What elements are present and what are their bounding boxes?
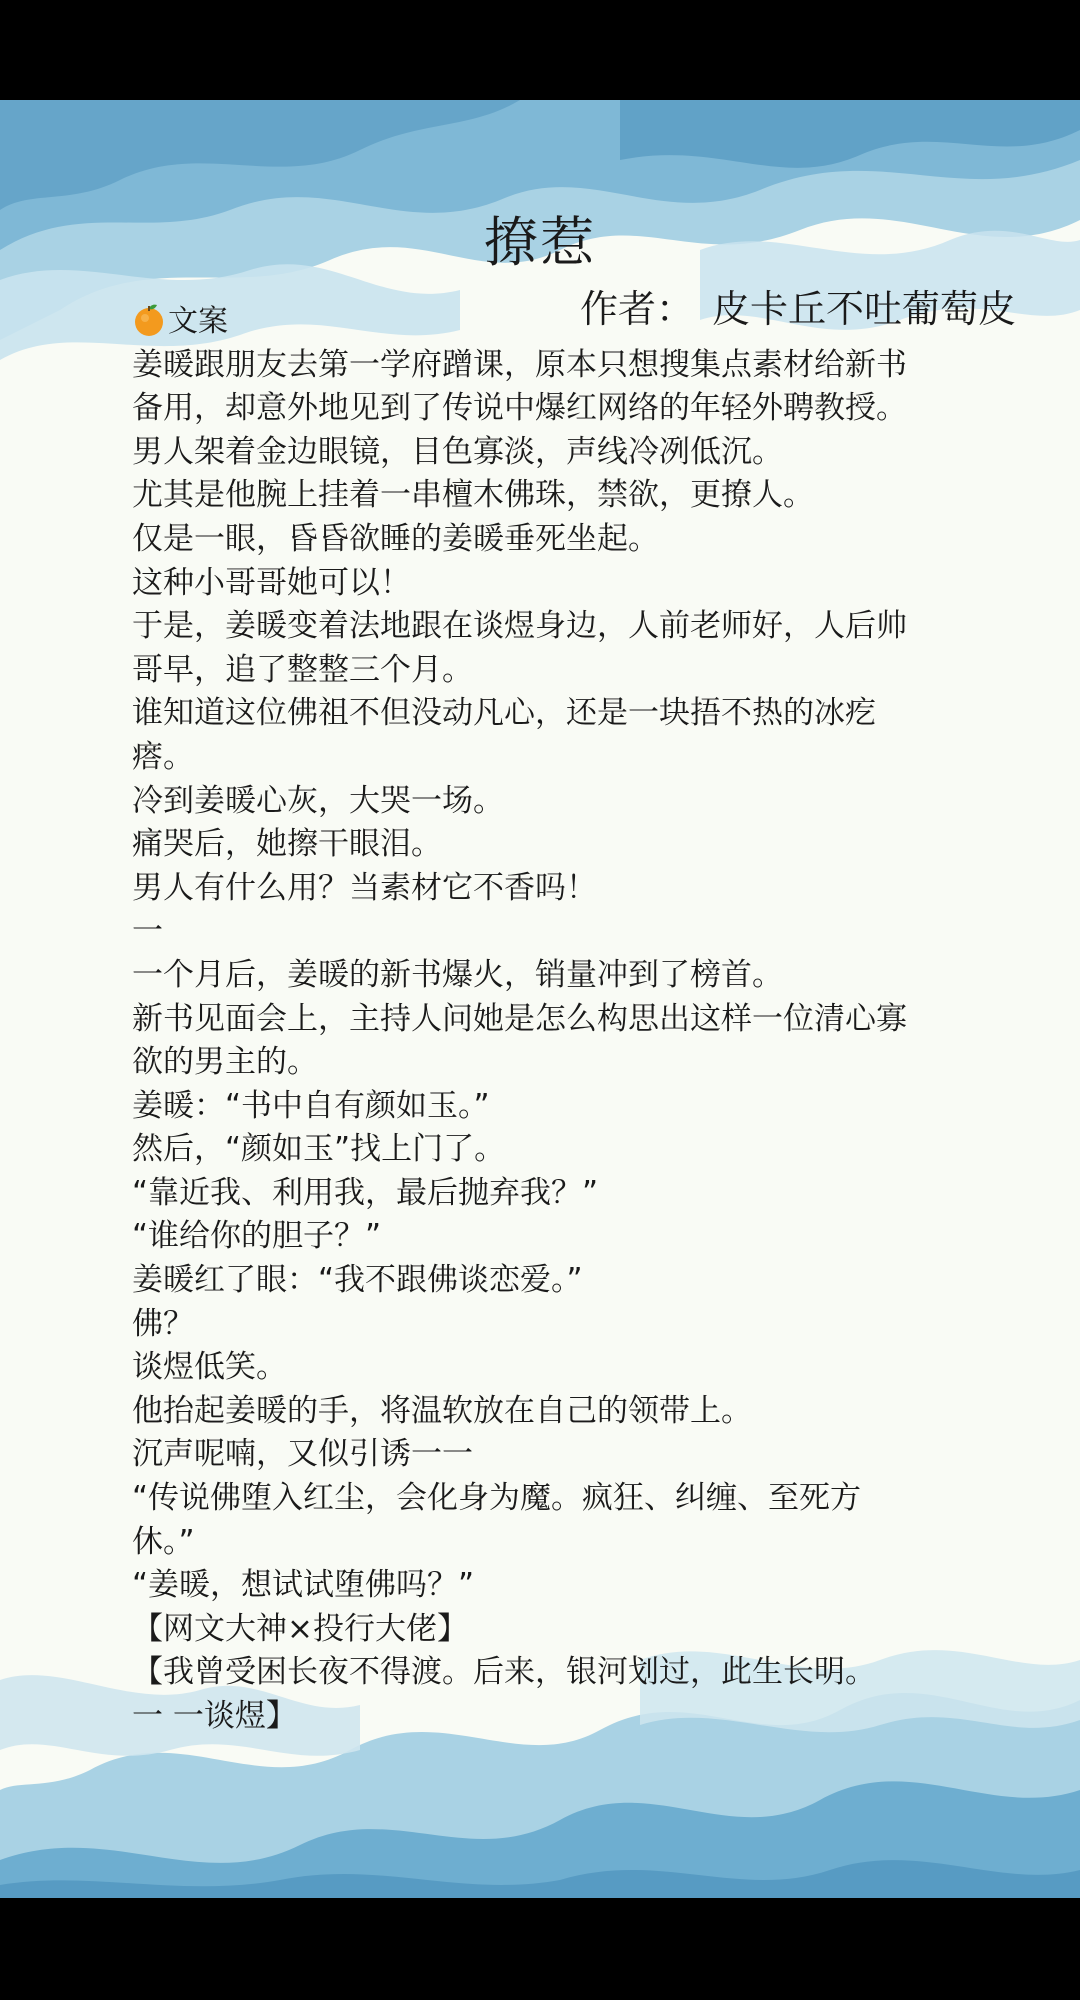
synopsis-line: 尤其是他腕上挂着一串檀木佛珠，禁欲，更撩人。 — [132, 477, 814, 514]
synopsis-line: 男人架着金边眼镜，目色寡淡，声线冷冽低沉。 — [132, 433, 783, 470]
synopsis-line: 痛哭后，她擦干眼泪。 — [132, 826, 442, 863]
synopsis-line: 谈煜低笑。 — [132, 1349, 287, 1386]
document-page — [0, 100, 1080, 1898]
synopsis-line: 然后，“颜如玉”找上门了。 — [132, 1131, 506, 1168]
synopsis-line: 他抬起姜暖的手，将温软放在自己的领带上。 — [132, 1392, 752, 1429]
section-label: 文案 — [168, 304, 228, 339]
synopsis-line: 姜暖红了眼：“我不跟佛谈恋爱。” — [132, 1262, 583, 1299]
synopsis-line: 沉声呢喃，又似引诱一一 — [132, 1436, 473, 1473]
synopsis-line: 于是，姜暖变着法地跟在谈煜身边，人前老师好，人后帅 — [132, 608, 907, 645]
tagline: 一 一谈煜】 — [132, 1698, 297, 1734]
synopsis-line: 姜暖：“书中自有颜如玉。” — [132, 1087, 490, 1124]
top-letterbox-bar — [0, 0, 1080, 100]
synopsis-line: 谁知道这位佛祖不但没动凡心，还是一块捂不热的冰疙 — [132, 695, 876, 732]
synopsis-line: 备用，却意外地见到了传说中爆红网络的年轻外聘教授。 — [132, 390, 907, 427]
synopsis-line: “传说佛堕入红尘，会化身为魔。疯狂、纠缠、至死方 — [132, 1480, 862, 1517]
synopsis-line: 哥早，追了整整三个月。 — [132, 651, 473, 688]
synopsis-line: 姜暖跟朋友去第一学府蹭课，原本只想搜集点素材给新书 — [132, 346, 907, 383]
section-heading — [132, 300, 952, 344]
bottom-letterbox-bar — [0, 1898, 1080, 2000]
section-divider: 一 — [132, 913, 163, 950]
synopsis-text — [132, 300, 952, 1739]
synopsis-line: 欲的男主的。 — [132, 1044, 318, 1081]
synopsis-line: 瘩。 — [132, 738, 194, 775]
synopsis-line: 一个月后，姜暖的新书爆火，销量冲到了榜首。 — [132, 956, 783, 993]
tagline: 【网文大神×投行大佬】 — [132, 1610, 468, 1647]
synopsis-line: 男人有什么用？当素材它不香吗！ — [132, 869, 597, 906]
author-name: 皮卡丘不吐葡萄皮 — [712, 287, 1017, 331]
synopsis-line: 冷到姜暖心灰，大哭一场。 — [132, 782, 504, 819]
synopsis-line: 这种小哥哥她可以！ — [132, 564, 411, 601]
tagline: 【我曾受困长夜不得渡。后来，银河划过，此生长明。 — [132, 1654, 876, 1691]
synopsis-line: 仅是一眼，昏昏欲睡的姜暖垂死坐起。 — [132, 520, 659, 557]
synopsis-line: 新书见面会上，主持人问她是怎么构思出这样一位清心寡 — [132, 1000, 907, 1037]
book-title: 撩惹 — [484, 211, 596, 274]
synopsis-line: “姜暖，想试试堕佛吗？” — [132, 1567, 475, 1604]
author-label: 作者： — [580, 287, 695, 331]
synopsis-line: 佛？ — [132, 1305, 194, 1342]
synopsis-line: “靠近我、利用我，最后抛弃我？” — [132, 1174, 599, 1211]
synopsis-line: “谁给你的胆子？” — [132, 1218, 382, 1255]
synopsis-line: 休。” — [132, 1523, 195, 1560]
orange-emoji-icon — [132, 303, 166, 337]
